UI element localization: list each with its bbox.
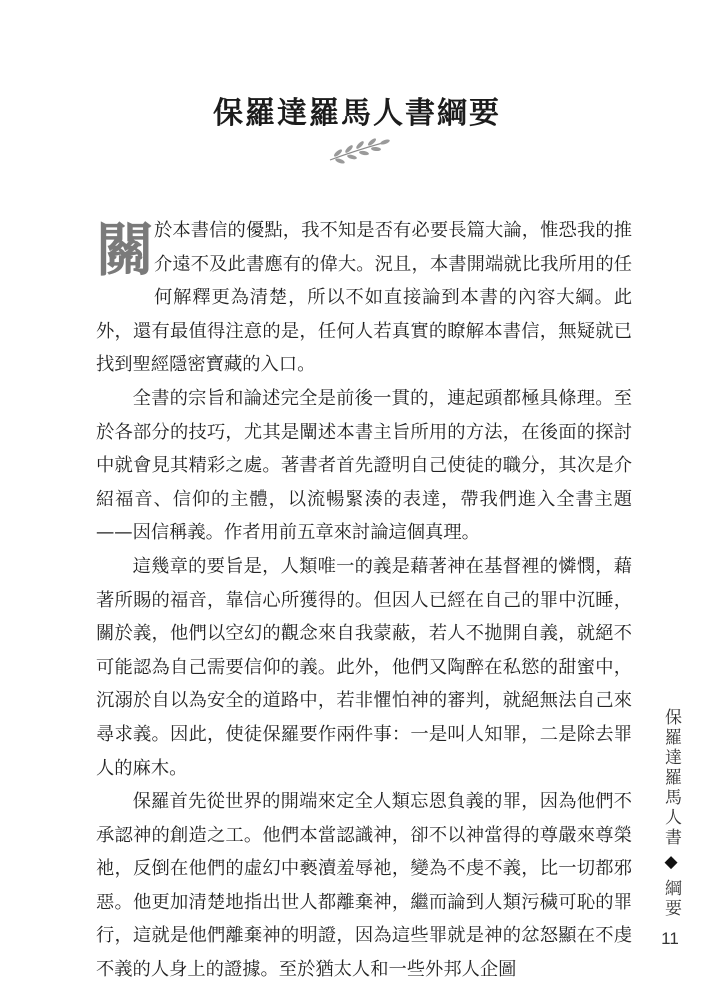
paragraph-3: 這幾章的要旨是，人類唯一的義是藉著神在基督裡的憐憫，藉著所賜的福音，靠信心所獲得的。但因人已經在自己的罪中沉睡，關於義，他們以空幻的觀念來自我蒙蔽，若人不拋開自義，就絕不可能認為自己需要信仰的義。此外，他們又陶醉在私慾的甜蜜中，沉溺於自以為安全的道路中，若非懼怕神的審判，就絕無法自己來尋求義。因此，使徒保羅要作兩件事：一是叫人知罪，二是除去罪人的麻木。 [96,555,632,779]
drop-cap: 關 [96,216,155,284]
paragraph-text: 於本書信的優點，我不知是否有必要長篇大論，惟恐我的推介遠不及此書應有的偉大。況且，本書開端就比我所用的任何解釋更為清楚，所以不如直接論到本書的內容大綱。此外，還有最值得注意的是，任何人若真實的瞭解本書信，無疑就已找到聖經隱密寶藏的入口。 [96,220,632,376]
paragraph-2: 全書的宗旨和論述完全是前後一貫的，連起頭都極具條理。至於各部分的技巧，尤其是闡述本書主旨所用的方法，在後面的探討中就會見其精彩之處。著書者首先證明自己使徒的職分，其次是介紹福音、信仰的主體，以流暢緊湊的表達，帶我們進入全書主題——因信稱義。作者用前五章來討論這個真理。 [96,387,632,544]
side-tab-book: 保羅達羅馬人書 [661,708,681,848]
page-number: 11 [661,929,679,948]
body-text [96,214,632,987]
paragraph-1 [96,214,632,382]
chapter-side-tab [658,708,684,919]
laurel-branch-icon [322,136,392,166]
paragraph-4: 保羅首先從世界的開端來定全人類忘恩負義的罪，因為他們不承認神的創造之工。他們本當認識神，卻不以神當得的尊嚴來尊榮祂，反倒在他們的虛幻中褻瀆羞辱祂，變為不虔不義，比一切都邪惡。他更加清楚地指出世人都離棄神，繼而論到人類污穢可恥的罪行，這就是他們離棄神的明證，因為這些罪就是神的忿怒顯在不虔不義的人身上的證據。至於猶太人和一些外邦人企圖 [96,791,632,981]
page-title: 保羅達羅馬人書綱要 [213,96,501,131]
side-tab-section: 綱要 [661,879,681,919]
diamond-icon: ◆ [661,852,681,875]
